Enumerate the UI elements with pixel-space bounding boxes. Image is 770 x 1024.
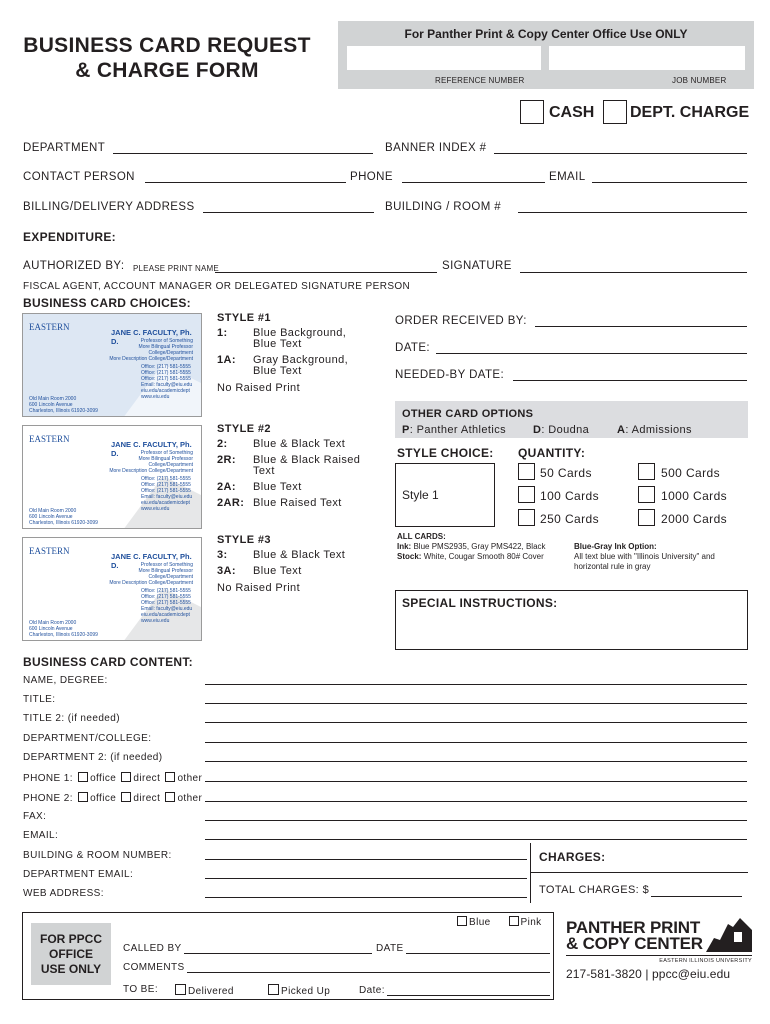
fax-label: FAX: bbox=[23, 811, 47, 822]
office-use-heading: For Panther Print & Copy Center Office Use ONLY bbox=[404, 27, 688, 41]
department2-field[interactable] bbox=[205, 761, 747, 762]
card-sample-name: JANE C. FACULTY, Ph. D. bbox=[111, 328, 192, 346]
picked-up-checkbox[interactable] bbox=[268, 984, 279, 995]
charges-panel bbox=[530, 843, 747, 903]
copy-color-options: Blue Pink bbox=[455, 916, 542, 928]
card-sample-style-2 bbox=[22, 425, 202, 529]
style-2-heading: STYLE #2 bbox=[217, 423, 271, 435]
ppcc-date-field[interactable] bbox=[406, 953, 550, 954]
blue-gray-heading: Blue-Gray Ink Option: bbox=[574, 542, 657, 551]
style-desc: Blue & Black Text bbox=[253, 549, 346, 561]
option-admissions: A: Admissions bbox=[617, 424, 692, 436]
order-date-label: DATE: bbox=[395, 342, 431, 354]
banner-index-label: BANNER INDEX # bbox=[385, 142, 487, 154]
all-cards-heading: ALL CARDS: bbox=[397, 532, 446, 541]
title-label: TITLE: bbox=[23, 694, 56, 705]
expenditure-heading: EXPENDITURE: bbox=[23, 230, 116, 244]
expenditure-note: FISCAL AGENT, ACCOUNT MANAGER OR DELEGATED SIGNATURE PERSON bbox=[23, 281, 411, 292]
card-sample-address: Old Main Room 2000 600 Lincoln Avenue Charleston, Illinois 61920-3099 bbox=[29, 396, 98, 414]
billing-address-field[interactable] bbox=[203, 212, 374, 213]
brand-subtitle: EASTERN ILLINOIS UNIVERSITY bbox=[566, 955, 752, 964]
title-line-1: BUSINESS CARD REQUEST bbox=[23, 34, 311, 57]
ppcc-office-panel bbox=[22, 912, 554, 1000]
called-by-label: CALLED BY bbox=[123, 943, 182, 954]
card-sample-style-3 bbox=[22, 537, 202, 641]
building-room-number-label: BUILDING & ROOM NUMBER: bbox=[23, 850, 172, 861]
ppcc-date-label: DATE bbox=[376, 943, 404, 954]
qty-250-label: 250 Cards bbox=[540, 512, 599, 526]
style-choice-value: Style 1 bbox=[402, 488, 439, 502]
email-label: EMAIL bbox=[549, 171, 586, 183]
building-room-field[interactable] bbox=[518, 212, 747, 213]
needed-by-field[interactable] bbox=[513, 380, 747, 381]
card-choices-heading: BUSINESS CARD CHOICES: bbox=[23, 296, 191, 310]
style-code: 2: bbox=[217, 438, 228, 450]
job-number-label: JOB NUMBER bbox=[672, 76, 727, 85]
card-sample-lines: Professor of Something More Bilingual Professor College/Department More Description College/Department bbox=[109, 562, 193, 586]
content-heading: BUSINESS CARD CONTENT: bbox=[23, 655, 193, 669]
card-sample-name: JANE C. FACULTY, Ph. D. bbox=[111, 552, 192, 570]
email-field[interactable] bbox=[592, 182, 747, 183]
phone1-field[interactable] bbox=[205, 781, 747, 782]
web-address-label: WEB ADDRESS: bbox=[23, 888, 104, 899]
charges-heading: CHARGES: bbox=[539, 850, 606, 864]
style-1-heading: STYLE #1 bbox=[217, 312, 271, 324]
special-instructions-heading: SPECIAL INSTRUCTIONS: bbox=[402, 596, 558, 610]
style-desc: Blue & Black Text bbox=[253, 438, 346, 450]
authorized-by-label: AUTHORIZED BY: bbox=[23, 260, 125, 272]
department-email-label: DEPARTMENT EMAIL: bbox=[23, 869, 134, 880]
order-received-field[interactable] bbox=[535, 326, 747, 327]
comments-label: COMMENTS bbox=[123, 962, 185, 973]
card-sample-style-1 bbox=[22, 313, 202, 417]
special-instructions-input[interactable] bbox=[395, 590, 748, 650]
form-title bbox=[14, 33, 320, 83]
building-room-label: BUILDING / ROOM # bbox=[385, 201, 502, 213]
billing-address-label: BILLING/DELIVERY ADDRESS bbox=[23, 201, 195, 213]
card-sample-address: Old Main Room 2000 600 Lincoln Avenue Charleston, Illinois 61920-3099 bbox=[29, 620, 98, 638]
banner-index-field[interactable] bbox=[494, 153, 747, 154]
total-charges-label: TOTAL CHARGES: $ bbox=[539, 884, 650, 896]
option-panther: P: Panther Athletics bbox=[402, 424, 507, 436]
email-content-field[interactable] bbox=[205, 839, 747, 840]
order-date-field[interactable] bbox=[436, 353, 747, 354]
style-1-block bbox=[217, 312, 377, 394]
eastern-logo-icon: EASTERN bbox=[29, 322, 70, 332]
brand-line-1: PANTHER PRINT bbox=[566, 918, 701, 937]
phone1-direct-checkbox[interactable] bbox=[121, 772, 131, 782]
phone2-office-checkbox[interactable] bbox=[78, 792, 88, 802]
qty-500-label: 500 Cards bbox=[661, 466, 720, 480]
needed-by-label: NEEDED-BY DATE: bbox=[395, 369, 505, 381]
name-degree-label: NAME, DEGREE: bbox=[23, 675, 108, 686]
phone2-direct-checkbox[interactable] bbox=[121, 792, 131, 802]
signature-field[interactable] bbox=[520, 272, 747, 273]
qty-1000-label: 1000 Cards bbox=[661, 489, 728, 503]
job-number-input[interactable] bbox=[549, 46, 745, 70]
style-code: 1: bbox=[217, 327, 228, 339]
card-sample-lines: Professor of Something More Bilingual Professor College/Department More Description College/Department bbox=[109, 338, 193, 362]
department2-label: DEPARTMENT 2: (if needed) bbox=[23, 752, 163, 763]
called-by-field[interactable] bbox=[184, 953, 372, 954]
title2-label: TITLE 2: (if needed) bbox=[23, 713, 120, 724]
ppcc-date2-field[interactable] bbox=[387, 995, 550, 996]
phone1-label: PHONE 1: office direct other bbox=[23, 773, 203, 784]
print-name-hint: PLEASE PRINT NAME bbox=[133, 264, 219, 273]
dept-charge-label: DEPT. CHARGE bbox=[630, 104, 750, 121]
order-received-label: ORDER RECEIVED BY: bbox=[395, 315, 527, 327]
style-choice-input[interactable] bbox=[395, 463, 495, 527]
to-be-label: TO BE: bbox=[123, 984, 159, 995]
card-sample-address: Old Main Room 2000 600 Lincoln Avenue Charleston, Illinois 61920-3099 bbox=[29, 508, 98, 526]
dept-charge-checkbox[interactable] bbox=[603, 100, 627, 124]
style-code: 3A: bbox=[217, 565, 236, 577]
style-desc: Gray Background, Blue Text bbox=[253, 354, 349, 377]
ppcc-date2-label: Date: bbox=[359, 985, 385, 996]
card-sample-contact: Office: (217) 581-5555 Office: (217) 581-5555 Office: (217) 581-5555 Email: faculty@eiu.edu eiu.edu/academicdept www.eiu.edu bbox=[141, 588, 193, 624]
blue-gray-option: Blue-Gray Ink Option: All text blue with "Illinois University" and horizontal rule in gray bbox=[574, 542, 746, 572]
total-charges-field[interactable] bbox=[651, 896, 742, 897]
qty-2000-label: 2000 Cards bbox=[661, 512, 728, 526]
delivered-checkbox[interactable] bbox=[175, 984, 186, 995]
comments-field[interactable] bbox=[187, 972, 550, 973]
style-2-block bbox=[217, 423, 377, 514]
style-code: 3: bbox=[217, 549, 228, 561]
fax-field[interactable] bbox=[205, 820, 747, 821]
qty-50-label: 50 Cards bbox=[540, 466, 592, 480]
contact-person-field[interactable] bbox=[145, 182, 346, 183]
phone2-field[interactable] bbox=[205, 801, 747, 802]
all-cards-info: ALL CARDS: Ink: Blue PMS2935, Gray PMS422, Black Stock: White, Cougar Smooth 80# Cover bbox=[397, 532, 557, 562]
cash-label: CASH bbox=[549, 104, 595, 121]
phone2-other-checkbox[interactable] bbox=[165, 792, 175, 802]
web-address-field[interactable] bbox=[205, 897, 527, 898]
style-code: 2AR: bbox=[217, 497, 245, 509]
pink-copy-checkbox[interactable] bbox=[509, 916, 519, 926]
contact-person-label: CONTACT PERSON bbox=[23, 171, 135, 183]
title-field[interactable] bbox=[205, 703, 747, 704]
card-sample-contact: Office: (217) 581-5555 Office: (217) 581-5555 Office: (217) 581-5555 Email: faculty@eiu.edu eiu.edu/academicdept www.eiu.edu bbox=[141, 476, 193, 512]
title-line-2: & CHARGE FORM bbox=[75, 59, 259, 82]
style-code: 2R: bbox=[217, 454, 236, 466]
other-options-heading: OTHER CARD OPTIONS bbox=[402, 408, 534, 420]
brand-line-2: & COPY CENTER bbox=[566, 934, 703, 953]
department-email-field[interactable] bbox=[205, 878, 527, 879]
building-room-number-field[interactable] bbox=[205, 859, 527, 860]
quantity-label: QUANTITY: bbox=[518, 446, 586, 460]
style-1-note: No Raised Print bbox=[217, 382, 301, 394]
card-sample-lines: Professor of Something More Bilingual Professor College/Department More Description College/Department bbox=[109, 450, 193, 474]
signature-label: SIGNATURE bbox=[442, 260, 512, 272]
phone-label: PHONE bbox=[350, 171, 393, 183]
department-label: DEPARTMENT bbox=[23, 142, 106, 154]
style-desc: Blue & Black Raised Text bbox=[253, 454, 361, 477]
style-desc: Blue Background, Blue Text bbox=[253, 327, 347, 350]
authorized-by-field[interactable] bbox=[215, 272, 437, 273]
style-code: 2A: bbox=[217, 481, 236, 493]
eastern-logo-icon: EASTERN bbox=[29, 546, 70, 556]
qty-250-checkbox[interactable] bbox=[518, 509, 535, 526]
style-3-block bbox=[217, 534, 377, 594]
option-doudna: D: Doudna bbox=[533, 424, 590, 436]
ppcc-brand bbox=[566, 920, 752, 981]
style-desc: Blue Raised Text bbox=[253, 497, 342, 509]
picked-up-option: Picked Up bbox=[266, 984, 330, 997]
qty-2000-checkbox[interactable] bbox=[638, 509, 655, 526]
brand-contact: 217-581-3820 | ppcc@eiu.edu bbox=[566, 967, 731, 981]
style-desc: Blue Text bbox=[253, 565, 302, 577]
phone-field[interactable] bbox=[402, 182, 545, 183]
eastern-logo-icon: EASTERN bbox=[29, 434, 70, 444]
delivered-option: Delivered bbox=[173, 984, 234, 997]
card-sample-name: JANE C. FACULTY, Ph. D. bbox=[111, 440, 192, 458]
blue-copy-checkbox[interactable] bbox=[457, 916, 467, 926]
qty-100-label: 100 Cards bbox=[540, 489, 599, 503]
phone2-label: PHONE 2: office direct other bbox=[23, 793, 203, 804]
ppcc-office-badge: FOR PPCC OFFICE USE ONLY bbox=[31, 923, 111, 985]
phone1-other-checkbox[interactable] bbox=[165, 772, 175, 782]
office-use-panel bbox=[338, 21, 754, 89]
phone1-office-checkbox[interactable] bbox=[78, 772, 88, 782]
name-degree-field[interactable] bbox=[205, 684, 747, 685]
department-college-label: DEPARTMENT/COLLEGE: bbox=[23, 733, 152, 744]
style-desc: Blue Text bbox=[253, 481, 302, 493]
style-3-note: No Raised Print bbox=[217, 582, 301, 594]
card-sample-contact: Office: (217) 581-5555 Office: (217) 581-5555 Office: (217) 581-5555 Email: faculty@eiu.edu eiu.edu/academicdept www.eiu.edu bbox=[141, 364, 193, 400]
qty-100-checkbox[interactable] bbox=[518, 486, 535, 503]
style-3-heading: STYLE #3 bbox=[217, 534, 271, 546]
email-content-label: EMAIL: bbox=[23, 830, 59, 841]
other-options-panel bbox=[395, 401, 748, 438]
title2-field[interactable] bbox=[205, 722, 747, 723]
department-field[interactable] bbox=[113, 153, 373, 154]
style-code: 1A: bbox=[217, 354, 236, 366]
department-college-field[interactable] bbox=[205, 742, 747, 743]
qty-500-checkbox[interactable] bbox=[638, 463, 655, 480]
qty-1000-checkbox[interactable] bbox=[638, 486, 655, 503]
reference-number-label: REFERENCE NUMBER bbox=[435, 76, 525, 85]
cash-checkbox[interactable] bbox=[520, 100, 544, 124]
style-choice-label: STYLE CHOICE: bbox=[397, 446, 494, 460]
qty-50-checkbox[interactable] bbox=[518, 463, 535, 480]
panther-tower-icon bbox=[706, 918, 752, 952]
reference-number-input[interactable] bbox=[347, 46, 541, 70]
charges-divider bbox=[531, 872, 748, 873]
